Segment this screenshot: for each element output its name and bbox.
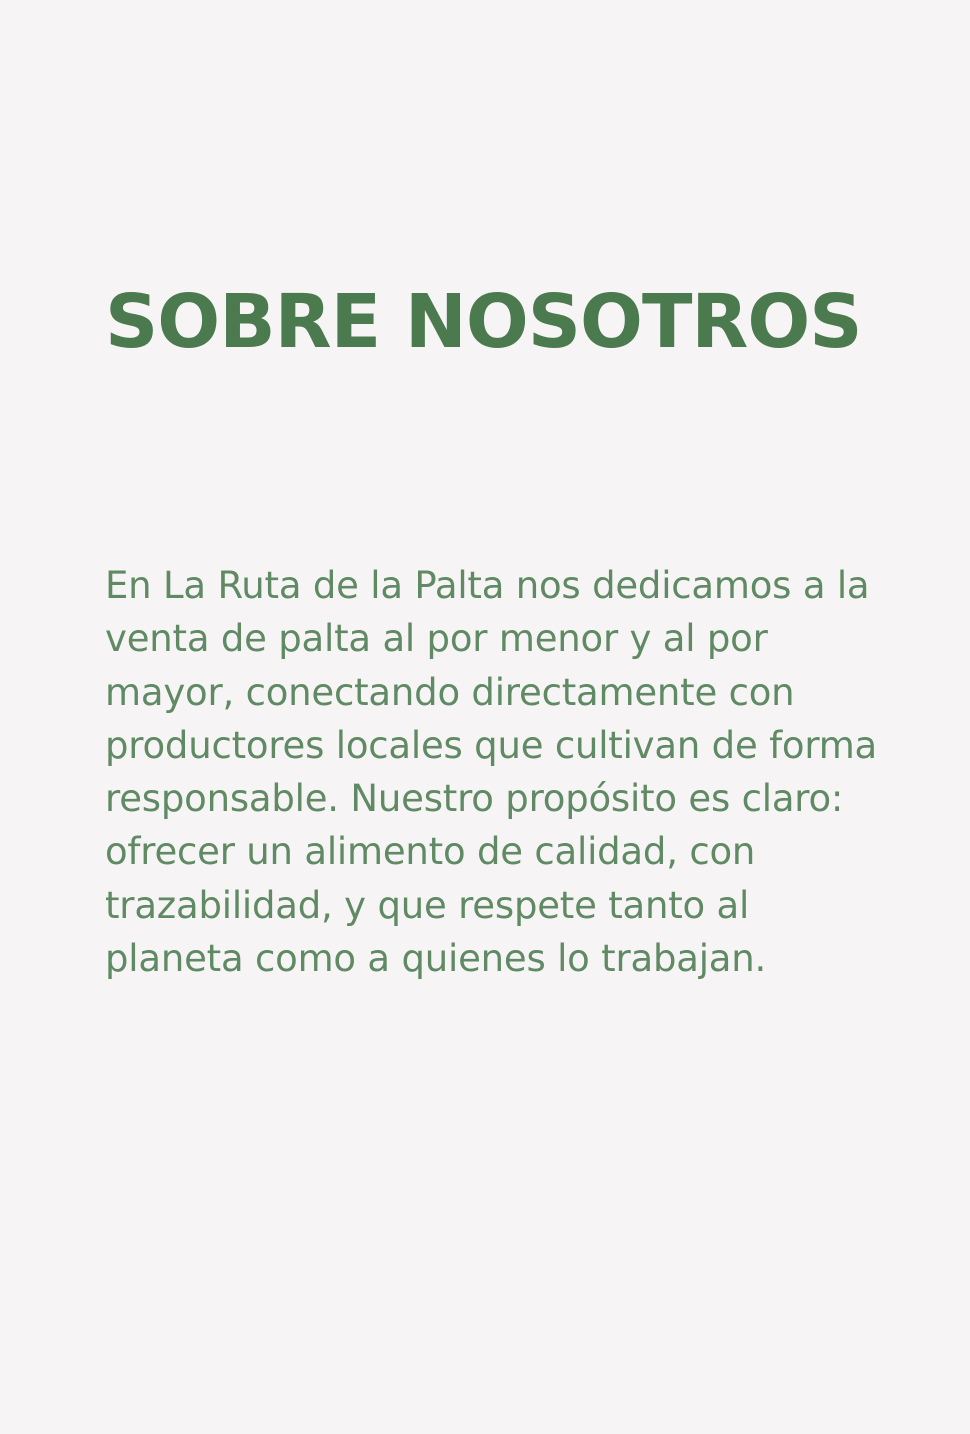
page-title: SOBRE NOSOTROS [105,279,862,365]
about-us-content [105,279,895,985]
about-us-paragraph: En La Ruta de la Palta nos dedicamos a la venta de palta al por menor y al por mayor, conectando directamente con productores locales que cultivan de forma responsable. Nuestro propósito es claro: ofrecer un alimento de calidad, con trazabilidad, y que respete tanto al planeta como a quienes lo trabajan. [105,564,878,980]
